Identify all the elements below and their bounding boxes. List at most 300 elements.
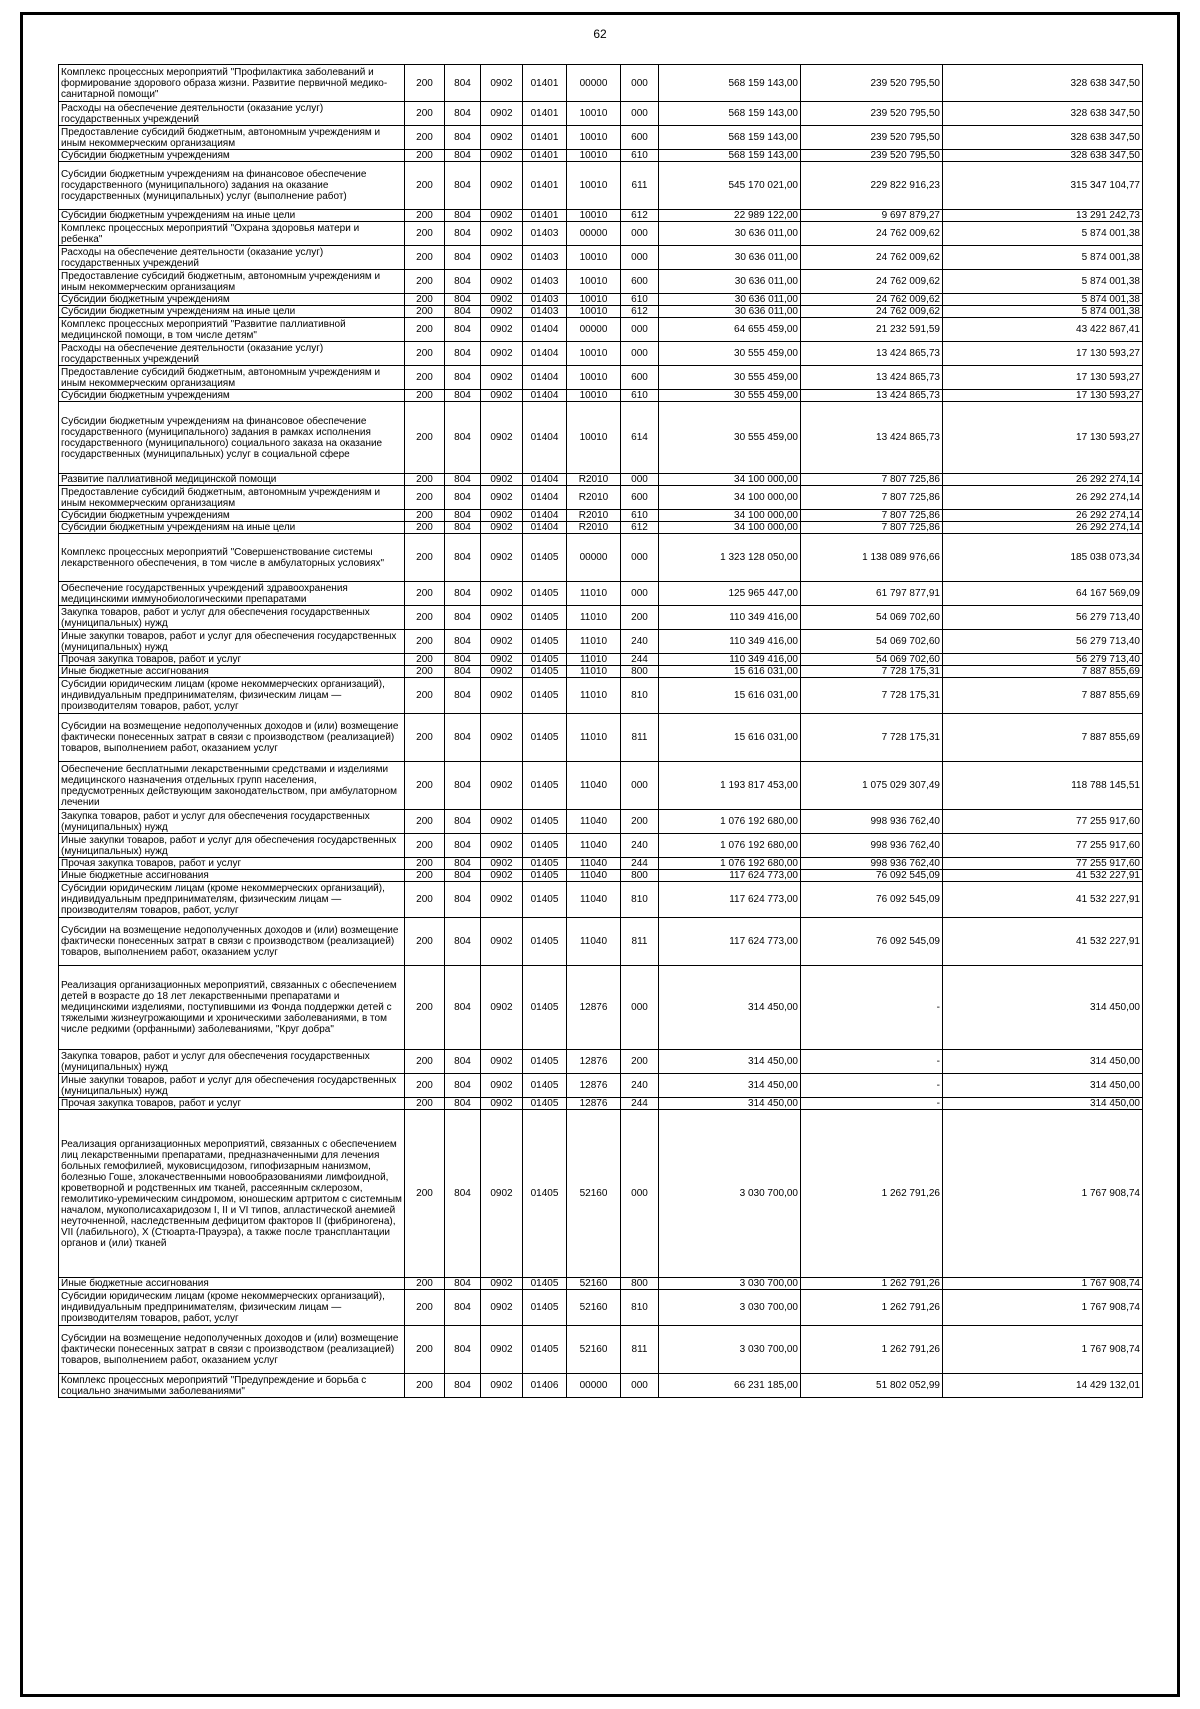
amount-executed: 13 424 865,73 [801, 366, 943, 390]
code-expense-type: 000 [621, 1110, 659, 1278]
code-direction: R2010 [567, 486, 621, 510]
code-direction: 10010 [567, 102, 621, 126]
amount-remaining: 26 292 274,14 [943, 522, 1143, 534]
table-row [59, 858, 1143, 870]
code-program: 01403 [523, 306, 567, 318]
amount-remaining: 328 638 347,50 [943, 150, 1143, 162]
amount-executed: 51 802 052,99 [801, 1374, 943, 1398]
code-admin: 200 [405, 126, 445, 150]
amount-remaining: 5 874 001,38 [943, 294, 1143, 306]
table-row [59, 870, 1143, 882]
code-expense-type: 614 [621, 402, 659, 474]
amount-remaining: 185 038 073,34 [943, 534, 1143, 582]
code-admin: 200 [405, 162, 445, 210]
amount-remaining: 314 450,00 [943, 966, 1143, 1050]
code-section: 0902 [481, 1074, 523, 1098]
code-expense-type: 000 [621, 1374, 659, 1398]
amount-plan: 1 076 192 680,00 [659, 810, 801, 834]
amount-executed: 229 822 916,23 [801, 162, 943, 210]
code-section: 0902 [481, 918, 523, 966]
amount-executed: 1 262 791,26 [801, 1326, 943, 1374]
table-row [59, 966, 1143, 1050]
amount-remaining: 328 638 347,50 [943, 126, 1143, 150]
row-name: Иные закупки товаров, работ и услуг для обеспечения государственных (муниципальных) нужд [59, 834, 405, 858]
amount-remaining: 328 638 347,50 [943, 102, 1143, 126]
row-name: Субсидии юридическим лицам (кроме некоммерческих организаций), индивидуальным предпринимателям, физическим лицам — производителям товаров, работ, услуг [59, 1290, 405, 1326]
amount-plan: 30 555 459,00 [659, 366, 801, 390]
code-section: 0902 [481, 102, 523, 126]
row-name: Субсидии бюджетным учреждениям на иные цели [59, 210, 405, 222]
code-admin: 200 [405, 762, 445, 810]
code-expense-type: 600 [621, 270, 659, 294]
code-section: 0902 [481, 522, 523, 534]
table-row [59, 222, 1143, 246]
table-row [59, 126, 1143, 150]
code-admin: 200 [405, 630, 445, 654]
row-name: Предоставление субсидий бюджетным, автономным учреждениям и иным некоммерческим организациям [59, 126, 405, 150]
code-section: 0902 [481, 966, 523, 1050]
code-section: 0902 [481, 1374, 523, 1398]
code-program: 01401 [523, 210, 567, 222]
code-admin: 200 [405, 366, 445, 390]
code-program: 01405 [523, 882, 567, 918]
code-admin: 200 [405, 858, 445, 870]
code-ministry: 804 [445, 654, 481, 666]
amount-executed: 1 262 791,26 [801, 1290, 943, 1326]
row-name: Субсидии бюджетным учреждениям [59, 510, 405, 522]
amount-executed: 13 424 865,73 [801, 402, 943, 474]
code-admin: 200 [405, 1290, 445, 1326]
code-ministry: 804 [445, 858, 481, 870]
amount-plan: 30 555 459,00 [659, 402, 801, 474]
code-ministry: 804 [445, 222, 481, 246]
row-name: Субсидии на возмещение недополученных доходов и (или) возмещение фактически понесенных затрат в связи с производством (реализацией) товаров, выполнением работ, оказанием услуг [59, 714, 405, 762]
code-expense-type: 810 [621, 1290, 659, 1326]
code-expense-type: 000 [621, 102, 659, 126]
code-program: 01405 [523, 1074, 567, 1098]
code-section: 0902 [481, 150, 523, 162]
table-row [59, 510, 1143, 522]
code-section: 0902 [481, 474, 523, 486]
amount-plan: 117 624 773,00 [659, 918, 801, 966]
code-program: 01405 [523, 966, 567, 1050]
amount-executed: 7 728 175,31 [801, 714, 943, 762]
code-program: 01405 [523, 654, 567, 666]
table-row [59, 654, 1143, 666]
code-ministry: 804 [445, 402, 481, 474]
code-expense-type: 244 [621, 1098, 659, 1110]
row-name: Комплекс процессных мероприятий "Предупреждение и борьба с социально значимыми заболеваниями" [59, 1374, 405, 1398]
code-ministry: 804 [445, 294, 481, 306]
code-direction: 52160 [567, 1110, 621, 1278]
amount-remaining: 118 788 145,51 [943, 762, 1143, 810]
code-direction: 00000 [567, 534, 621, 582]
code-admin: 200 [405, 1374, 445, 1398]
code-program: 01405 [523, 1326, 567, 1374]
code-ministry: 804 [445, 510, 481, 522]
amount-plan: 34 100 000,00 [659, 510, 801, 522]
code-ministry: 804 [445, 1326, 481, 1374]
code-admin: 200 [405, 834, 445, 858]
table-row [59, 294, 1143, 306]
row-name: Субсидии бюджетным учреждениям на финансовое обеспечение государственного (муниципального) задания на оказание государственных (муниципальных) услуг (выполнение работ) [59, 162, 405, 210]
amount-executed: 998 936 762,40 [801, 858, 943, 870]
code-program: 01404 [523, 522, 567, 534]
code-program: 01403 [523, 222, 567, 246]
code-admin: 200 [405, 522, 445, 534]
code-program: 01404 [523, 486, 567, 510]
code-direction: 10010 [567, 366, 621, 390]
table-row [59, 762, 1143, 810]
code-direction: 12876 [567, 1050, 621, 1074]
code-admin: 200 [405, 870, 445, 882]
code-expense-type: 000 [621, 246, 659, 270]
code-expense-type: 612 [621, 210, 659, 222]
row-name: Реализация организационных мероприятий, связанных с обеспечением лиц лекарственными препаратами, предназначенными для лечения больных гемофилией, муковисцидозом, гипофизарным нанизмом, болезнью Гоше, злокачественными новообразованиями лимфоидной, кроветворной и родственных им тканей, рассеянным склерозом, гемолитико-уремическим синдромом, юношеским артритом с системным началом, мукополисахаридозом I, II и VI типов, апластической анемией неуточненной, наследственным дефицитом факторов II (фибриногена), VII (лабильного), X (Стюарта-Прауэра), а также после трансплантации органов и (или) тканей [59, 1110, 405, 1278]
code-expense-type: 810 [621, 678, 659, 714]
code-admin: 200 [405, 474, 445, 486]
table-row [59, 882, 1143, 918]
code-program: 01405 [523, 810, 567, 834]
code-section: 0902 [481, 318, 523, 342]
amount-remaining: 43 422 867,41 [943, 318, 1143, 342]
code-ministry: 804 [445, 486, 481, 510]
amount-executed: 24 762 009,62 [801, 270, 943, 294]
amount-remaining: 26 292 274,14 [943, 474, 1143, 486]
table-row [59, 1074, 1143, 1098]
code-program: 01406 [523, 1374, 567, 1398]
code-section: 0902 [481, 1290, 523, 1326]
row-name: Расходы на обеспечение деятельности (оказание услуг) государственных учреждений [59, 246, 405, 270]
amount-executed: 998 936 762,40 [801, 834, 943, 858]
amount-remaining: 7 887 855,69 [943, 678, 1143, 714]
code-ministry: 804 [445, 102, 481, 126]
code-program: 01404 [523, 402, 567, 474]
budget-table [58, 64, 1143, 1398]
code-direction: 11040 [567, 918, 621, 966]
amount-plan: 568 159 143,00 [659, 65, 801, 102]
table-row [59, 342, 1143, 366]
code-admin: 200 [405, 210, 445, 222]
code-admin: 200 [405, 102, 445, 126]
code-section: 0902 [481, 606, 523, 630]
code-section: 0902 [481, 882, 523, 918]
amount-plan: 117 624 773,00 [659, 870, 801, 882]
table-row [59, 210, 1143, 222]
code-direction: 00000 [567, 65, 621, 102]
amount-executed: - [801, 1074, 943, 1098]
code-direction: 10010 [567, 210, 621, 222]
table-row [59, 270, 1143, 294]
row-name: Субсидии бюджетным учреждениям на иные цели [59, 306, 405, 318]
amount-remaining: 77 255 917,60 [943, 810, 1143, 834]
code-admin: 200 [405, 150, 445, 162]
table-row [59, 1326, 1143, 1374]
amount-executed: 1 138 089 976,66 [801, 534, 943, 582]
amount-remaining: 77 255 917,60 [943, 834, 1143, 858]
amount-plan: 64 655 459,00 [659, 318, 801, 342]
amount-plan: 15 616 031,00 [659, 714, 801, 762]
table-row [59, 630, 1143, 654]
code-section: 0902 [481, 1326, 523, 1374]
code-section: 0902 [481, 810, 523, 834]
amount-remaining: 314 450,00 [943, 1074, 1143, 1098]
code-expense-type: 244 [621, 858, 659, 870]
row-name: Субсидии юридическим лицам (кроме некоммерческих организаций), индивидуальным предпринимателям, физическим лицам — производителям товаров, работ, услуг [59, 882, 405, 918]
table-row [59, 162, 1143, 210]
row-name: Развитие паллиативной медицинской помощи [59, 474, 405, 486]
code-direction: 11010 [567, 606, 621, 630]
code-expense-type: 244 [621, 654, 659, 666]
row-name: Предоставление субсидий бюджетным, автономным учреждениям и иным некоммерческим организациям [59, 366, 405, 390]
code-section: 0902 [481, 714, 523, 762]
amount-plan: 568 159 143,00 [659, 102, 801, 126]
table-row [59, 1098, 1143, 1110]
code-ministry: 804 [445, 210, 481, 222]
row-name: Комплекс процессных мероприятий "Охрана здоровья матери и ребенка" [59, 222, 405, 246]
code-direction: 52160 [567, 1278, 621, 1290]
table-row [59, 102, 1143, 126]
amount-executed: 24 762 009,62 [801, 222, 943, 246]
amount-executed: 7 728 175,31 [801, 678, 943, 714]
code-section: 0902 [481, 678, 523, 714]
code-direction: 00000 [567, 1374, 621, 1398]
code-direction: 10010 [567, 342, 621, 366]
code-admin: 200 [405, 966, 445, 1050]
code-program: 01405 [523, 1050, 567, 1074]
amount-plan: 314 450,00 [659, 1074, 801, 1098]
code-admin: 200 [405, 270, 445, 294]
code-ministry: 804 [445, 306, 481, 318]
code-ministry: 804 [445, 666, 481, 678]
code-expense-type: 000 [621, 318, 659, 342]
code-expense-type: 000 [621, 582, 659, 606]
amount-remaining: 5 874 001,38 [943, 222, 1143, 246]
code-program: 01405 [523, 1098, 567, 1110]
amount-executed: - [801, 1050, 943, 1074]
code-direction: 10010 [567, 246, 621, 270]
amount-remaining: 5 874 001,38 [943, 246, 1143, 270]
table-row [59, 606, 1143, 630]
amount-remaining: 17 130 593,27 [943, 342, 1143, 366]
code-direction: 10010 [567, 150, 621, 162]
code-expense-type: 800 [621, 666, 659, 678]
code-program: 01403 [523, 246, 567, 270]
code-expense-type: 610 [621, 510, 659, 522]
code-direction: 10010 [567, 270, 621, 294]
amount-executed: 9 697 879,27 [801, 210, 943, 222]
code-ministry: 804 [445, 1074, 481, 1098]
amount-executed: 998 936 762,40 [801, 810, 943, 834]
amount-executed: 54 069 702,60 [801, 630, 943, 654]
row-name: Комплекс процессных мероприятий "Развитие паллиативной медицинской помощи, в том числе детям" [59, 318, 405, 342]
row-name: Прочая закупка товаров, работ и услуг [59, 858, 405, 870]
amount-remaining: 315 347 104,77 [943, 162, 1143, 210]
code-admin: 200 [405, 246, 445, 270]
code-expense-type: 600 [621, 486, 659, 510]
code-admin: 200 [405, 1278, 445, 1290]
code-section: 0902 [481, 666, 523, 678]
code-expense-type: 611 [621, 162, 659, 210]
amount-executed: 54 069 702,60 [801, 606, 943, 630]
code-direction: 52160 [567, 1326, 621, 1374]
code-direction: 10010 [567, 390, 621, 402]
code-expense-type: 600 [621, 126, 659, 150]
code-ministry: 804 [445, 1110, 481, 1278]
code-expense-type: 600 [621, 366, 659, 390]
code-program: 01405 [523, 534, 567, 582]
row-name: Иные закупки товаров, работ и услуг для обеспечения государственных (муниципальных) нужд [59, 630, 405, 654]
code-direction: 10010 [567, 126, 621, 150]
table-row [59, 522, 1143, 534]
code-ministry: 804 [445, 1050, 481, 1074]
code-admin: 200 [405, 534, 445, 582]
amount-executed: 239 520 795,50 [801, 102, 943, 126]
amount-plan: 3 030 700,00 [659, 1290, 801, 1326]
code-ministry: 804 [445, 342, 481, 366]
table-row [59, 306, 1143, 318]
code-section: 0902 [481, 486, 523, 510]
row-name: Комплекс процессных мероприятий "Профилактика заболеваний и формирование здорового образа жизни. Развитие первичной медико-санитарной помощи" [59, 65, 405, 102]
code-direction: 11040 [567, 834, 621, 858]
code-direction: 00000 [567, 318, 621, 342]
code-section: 0902 [481, 270, 523, 294]
code-expense-type: 240 [621, 630, 659, 654]
code-ministry: 804 [445, 582, 481, 606]
code-ministry: 804 [445, 390, 481, 402]
row-name: Иные бюджетные ассигнования [59, 666, 405, 678]
code-expense-type: 000 [621, 966, 659, 1050]
code-program: 01405 [523, 582, 567, 606]
code-direction: R2010 [567, 474, 621, 486]
code-admin: 200 [405, 294, 445, 306]
amount-executed: - [801, 966, 943, 1050]
code-ministry: 804 [445, 810, 481, 834]
code-program: 01405 [523, 678, 567, 714]
code-ministry: 804 [445, 966, 481, 1050]
code-expense-type: 811 [621, 1326, 659, 1374]
code-ministry: 804 [445, 126, 481, 150]
amount-plan: 110 349 416,00 [659, 654, 801, 666]
table-row [59, 390, 1143, 402]
code-direction: R2010 [567, 510, 621, 522]
code-direction: 10010 [567, 306, 621, 318]
code-admin: 200 [405, 486, 445, 510]
code-expense-type: 200 [621, 810, 659, 834]
budget-table-body [59, 65, 1143, 1398]
amount-plan: 3 030 700,00 [659, 1326, 801, 1374]
amount-remaining: 17 130 593,27 [943, 402, 1143, 474]
code-section: 0902 [481, 510, 523, 522]
amount-remaining: 17 130 593,27 [943, 366, 1143, 390]
amount-remaining: 314 450,00 [943, 1098, 1143, 1110]
code-section: 0902 [481, 1278, 523, 1290]
row-name: Иные закупки товаров, работ и услуг для обеспечения государственных (муниципальных) нужд [59, 1074, 405, 1098]
code-section: 0902 [481, 65, 523, 102]
amount-executed: 13 424 865,73 [801, 390, 943, 402]
amount-remaining: 64 167 569,09 [943, 582, 1143, 606]
code-program: 01404 [523, 510, 567, 522]
code-ministry: 804 [445, 65, 481, 102]
amount-plan: 117 624 773,00 [659, 882, 801, 918]
code-expense-type: 610 [621, 294, 659, 306]
code-expense-type: 800 [621, 1278, 659, 1290]
row-name: Субсидии бюджетным учреждениям на финансовое обеспечение государственного (муниципального) задания в рамках исполнения государственного (муниципального) социального заказа на оказание государственных (муниципальных) услуг в социальной сфере [59, 402, 405, 474]
amount-plan: 66 231 185,00 [659, 1374, 801, 1398]
amount-plan: 34 100 000,00 [659, 486, 801, 510]
row-name: Закупка товаров, работ и услуг для обеспечения государственных (муниципальных) нужд [59, 1050, 405, 1074]
code-ministry: 804 [445, 1278, 481, 1290]
table-row [59, 402, 1143, 474]
row-name: Обеспечение государственных учреждений здравоохранения медицинскими иммунобиологическими препаратами [59, 582, 405, 606]
table-row [59, 1290, 1143, 1326]
code-expense-type: 240 [621, 834, 659, 858]
amount-executed: 1 075 029 307,49 [801, 762, 943, 810]
amount-plan: 22 989 122,00 [659, 210, 801, 222]
code-admin: 200 [405, 318, 445, 342]
table-row [59, 918, 1143, 966]
code-ministry: 804 [445, 318, 481, 342]
code-direction: 52160 [567, 1290, 621, 1326]
row-name: Субсидии бюджетным учреждениям [59, 150, 405, 162]
code-admin: 200 [405, 306, 445, 318]
amount-plan: 3 030 700,00 [659, 1278, 801, 1290]
amount-plan: 568 159 143,00 [659, 150, 801, 162]
amount-remaining: 13 291 242,73 [943, 210, 1143, 222]
code-direction: 11010 [567, 714, 621, 762]
code-expense-type: 200 [621, 606, 659, 630]
amount-executed: 24 762 009,62 [801, 306, 943, 318]
amount-executed: 7 807 725,86 [801, 510, 943, 522]
amount-plan: 314 450,00 [659, 1050, 801, 1074]
code-ministry: 804 [445, 918, 481, 966]
code-ministry: 804 [445, 150, 481, 162]
code-ministry: 804 [445, 474, 481, 486]
amount-remaining: 56 279 713,40 [943, 630, 1143, 654]
code-section: 0902 [481, 834, 523, 858]
code-admin: 200 [405, 810, 445, 834]
code-ministry: 804 [445, 714, 481, 762]
code-program: 01405 [523, 630, 567, 654]
amount-plan: 314 450,00 [659, 1098, 801, 1110]
table-row [59, 150, 1143, 162]
code-section: 0902 [481, 162, 523, 210]
code-ministry: 804 [445, 522, 481, 534]
code-program: 01404 [523, 366, 567, 390]
code-ministry: 804 [445, 366, 481, 390]
amount-executed: 76 092 545,09 [801, 882, 943, 918]
code-direction: 11010 [567, 678, 621, 714]
amount-plan: 568 159 143,00 [659, 126, 801, 150]
code-section: 0902 [481, 294, 523, 306]
row-name: Расходы на обеспечение деятельности (оказание услуг) государственных учреждений [59, 342, 405, 366]
amount-remaining: 5 874 001,38 [943, 306, 1143, 318]
code-program: 01404 [523, 390, 567, 402]
amount-executed: 239 520 795,50 [801, 65, 943, 102]
amount-executed: 13 424 865,73 [801, 342, 943, 366]
amount-remaining: 7 887 855,69 [943, 714, 1143, 762]
code-admin: 200 [405, 1110, 445, 1278]
code-expense-type: 811 [621, 714, 659, 762]
amount-remaining: 5 874 001,38 [943, 270, 1143, 294]
code-ministry: 804 [445, 246, 481, 270]
amount-plan: 110 349 416,00 [659, 630, 801, 654]
code-direction: 11040 [567, 762, 621, 810]
code-program: 01405 [523, 870, 567, 882]
table-row [59, 318, 1143, 342]
code-admin: 200 [405, 918, 445, 966]
code-admin: 200 [405, 390, 445, 402]
